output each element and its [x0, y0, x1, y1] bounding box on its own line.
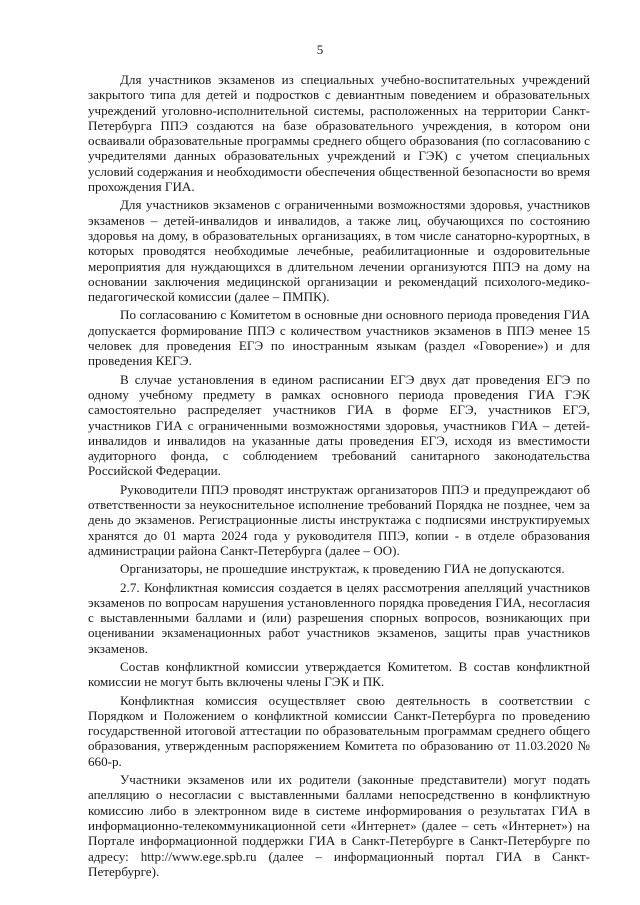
page-number: 5	[316, 42, 324, 57]
paragraph: В случае установления в едином расписании ЕГЭ двух дат проведения ЕГЭ по одному учебному предмету в рамках основного периода проведения ГИА ГЭК самостоятельно распределяет участников ГИА в форме ЕГЭ, участников ЕГЭ, участников ГИА с ограниченными возможностями здоровья, участников ГИА – детей-инвалидов и инвалидов на указанные даты проведения ЕГЭ, исходя из вместимости аудиторного фонда, с соблюдением требований санитарного законодательства Российской Федерации.	[88, 371, 590, 479]
document-body	[88, 72, 590, 882]
paragraph: Руководители ППЭ проводят инструктаж организаторов ППЭ и предупреждают об ответственности за неукоснительное исполнение требований Порядка не позднее, чем за день до экзаменов. Регистрационные листы инструктажа с подписями инструктируемых хранятся до 01 марта 2024 года у руководителя ППЭ, копии - в отделе образования администрации района Санкт-Петербурга (далее – ОО).	[88, 481, 590, 558]
paragraph: Для участников экзаменов из специальных учебно-воспитательных учреждений закрытого типа для детей и подростков с девиантным поведением и образовательных учреждений уголовно-исполнительной системы, расположенных на территории Санкт-Петербурга ППЭ создаются на базе образовательного учреждения, в котором они осваивали образовательные программы среднего общего образования (по согласованию с учредителями данных образовательных учреждений и ГЭК) с учетом специальных условий содержания и необходимости обеспечения общественной безопасности во время прохождения ГИА.	[88, 72, 590, 195]
paragraph: Конфликтная комиссия осуществляет свою деятельность в соответствии с Порядком и Положением о конфликтной комиссии Санкт-Петербурга по проведению государственной итоговой аттестации по образовательным программам среднего общего образования, утвержденным распоряжением Комитета по образованию от 11.03.2020 № 660-р.	[88, 692, 590, 769]
paragraph: Состав конфликтной комиссии утверждается Комитетом. В состав конфликтной комиссии не могут быть включены члены ГЭК и ПК.	[88, 658, 590, 690]
section-2-7-paragraph: 2.7. Конфликтная комиссия создается в целях рассмотрения апелляций участников экзаменов по вопросам нарушения установленного порядка проведения ГИА, несогласия с выставленными баллами и (или) разрешения спорных вопросов, возникающих при оценивании экзаменационных работ участников экзаменов, защиты прав участников экзаменов.	[88, 579, 590, 656]
paragraph: Организаторы, не прошедшие инструктаж, к проведению ГИА не допускаются.	[120, 561, 565, 577]
paragraph: По согласованию с Комитетом в основные дни основного периода проведения ГИА допускается формирование ППЭ с количеством участников экзаменов в ППЭ менее 15 человек для проведения ЕГЭ по иностранным языкам (раздел «Говорение») и для проведения КЕГЭ.	[88, 307, 590, 369]
paragraph: Для участников экзаменов с ограниченными возможностями здоровья, участников экзаменов – детей-инвалидов и инвалидов, а также лиц, обучающихся по состоянию здоровья на дому, в образовательных организациях, в том числе санаторно-курортных, в которых проводятся необходимые лечебные, реабилитационные и оздоровительные мероприятия для нуждающихся в длительном лечении организуются ППЭ на дому на основании заключения медицинской организации и рекомендаций психолого-медико-педагогической комиссии (далее – ПМПК).	[88, 197, 590, 305]
paragraph: Участники экзаменов или их родители (законные представители) могут подать апелляцию о несогласии с выставленными баллами непосредственно в конфликтную комиссию либо в электронном виде в системе информирования о результатах ГИА в информационно-телекоммуникационной сети «Интернет» (далее – сеть «Интернет») на Портале информационной поддержки ГИА в Санкт-Петербурге в Санкт-Петербурге по адресу: http://www.ege.spb.ru (далее – информационный портал ГИА в Санкт-Петербурге).	[88, 772, 590, 879]
